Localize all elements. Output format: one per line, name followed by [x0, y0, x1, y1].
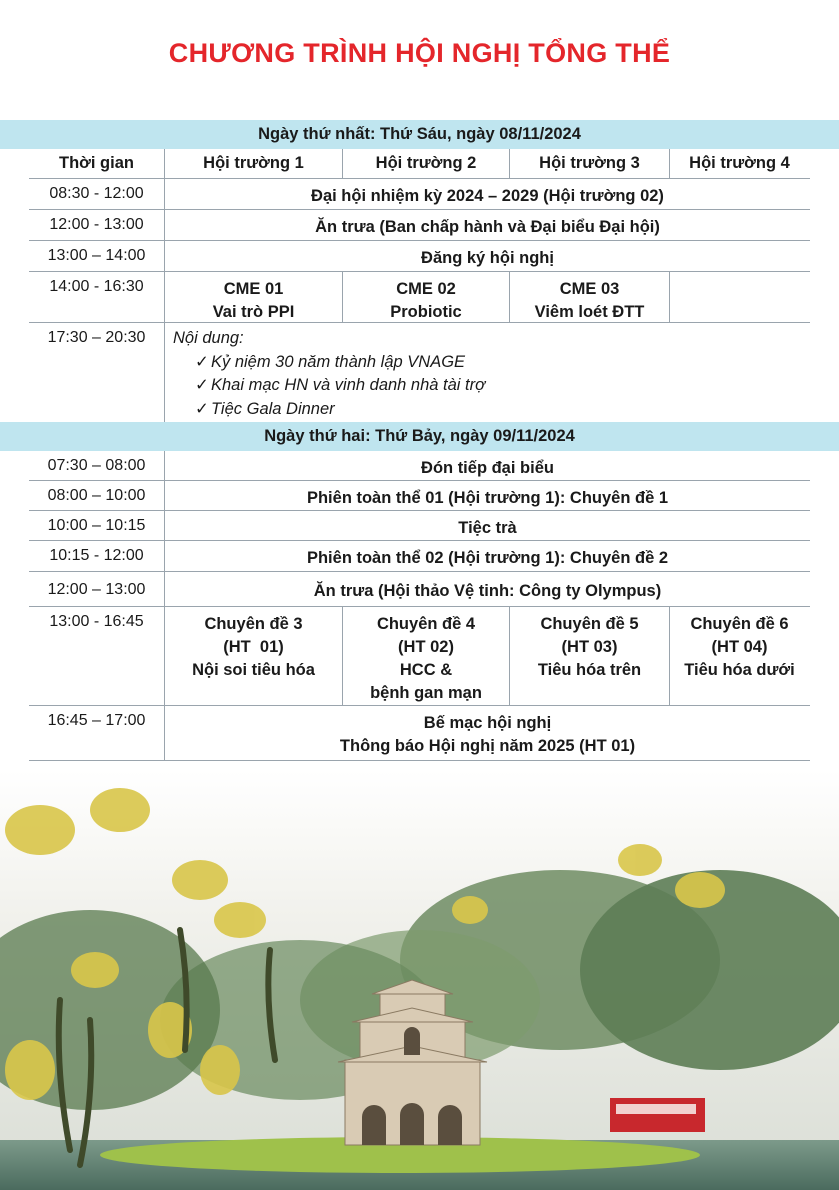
topic-6-cell — [670, 607, 809, 705]
topic-4-subject-2: bệnh gan mạn — [370, 684, 482, 702]
closing-line-1: Bế mạc hội nghị — [423, 714, 552, 732]
topic-6-title: Chuyên đề 6 — [690, 615, 789, 633]
cme-03-topic: Viêm loét ĐTT — [534, 303, 645, 321]
cme-01-code: CME 01 — [223, 280, 284, 298]
cme-01-topic: Vai trò PPI — [212, 303, 295, 321]
row-event: Đại hội nhiệm kỳ 2024 – 2029 (Hội trường 02) — [311, 187, 664, 205]
table-row — [29, 179, 810, 210]
row-event: Phiên toàn thể 02 (Hội trường 1): Chuyên đề 2 — [306, 549, 669, 567]
evening-row — [29, 323, 810, 422]
header-hall-4: Hội trường 4 — [689, 154, 790, 172]
row-time: 14:00 - 16:30 — [29, 272, 165, 322]
table-row — [29, 481, 810, 511]
check-icon: ✓ — [195, 352, 209, 371]
topics-row — [29, 607, 810, 706]
row-time: 08:00 – 10:00 — [29, 481, 165, 510]
day2-band: Ngày thứ hai: Thứ Bảy, ngày 09/11/2024 — [0, 422, 839, 451]
row-event: Đăng ký hội nghị — [421, 249, 554, 267]
header-time: Thời gian — [29, 149, 165, 178]
topic-5-title: Chuyên đề 5 — [540, 615, 639, 633]
hoan-kiem-lake-photo — [0, 770, 839, 1190]
topic-3-hall: (HT 01) — [223, 638, 284, 656]
table-row — [29, 572, 810, 607]
row-event: Phiên toàn thể 01 (Hội trường 1): Chuyên đề 1 — [306, 489, 669, 507]
table-row — [29, 541, 810, 572]
schedule-table — [0, 120, 839, 761]
cme-03-cell — [510, 272, 670, 322]
page-title: CHƯƠNG TRÌNH HỘI NGHỊ TỔNG THỂ — [168, 38, 671, 68]
row-time: 17:30 – 20:30 — [29, 323, 165, 422]
evening-item: ✓ Khai mạc HN và vinh danh nhà tài trợ — [173, 374, 810, 398]
topic-5-hall: (HT 03) — [561, 638, 618, 656]
row-time: 08:30 - 12:00 — [29, 179, 165, 209]
row-time: 10:00 – 10:15 — [29, 511, 165, 540]
row-time: 16:45 – 17:00 — [29, 706, 165, 760]
cme-02-code: CME 02 — [396, 280, 456, 298]
table-row — [29, 241, 810, 272]
header-hall-3: Hội trường 3 — [510, 149, 670, 178]
table-row — [29, 210, 810, 241]
row-event: Ăn trưa (Hội thảo Vệ tinh: Công ty Olympus) — [313, 582, 662, 600]
row-event: Đón tiếp đại biểu — [421, 459, 554, 477]
evening-content — [165, 323, 810, 422]
cme-02-topic: Probiotic — [390, 303, 462, 321]
row-time: 07:30 – 08:00 — [29, 451, 165, 480]
cme-03-code: CME 03 — [559, 280, 620, 298]
header-hall-1: Hội trường 1 — [165, 149, 343, 178]
closing-cell — [165, 706, 810, 760]
evening-heading: Nội dung: — [173, 329, 244, 347]
header-hall-2: Hội trường 2 — [343, 149, 510, 178]
row-time: 13:00 – 14:00 — [29, 241, 165, 271]
cme-01-cell — [165, 272, 343, 322]
evening-item: ✓ Kỷ niệm 30 năm thành lập VNAGE — [173, 351, 810, 375]
topic-4-hall: (HT 02) — [398, 638, 454, 656]
day1-band: Ngày thứ nhất: Thứ Sáu, ngày 08/11/2024 — [0, 120, 839, 149]
topic-6-subject: Tiêu hóa dưới — [684, 661, 795, 679]
cme-02-cell — [343, 272, 510, 322]
cme-empty-cell — [670, 272, 809, 322]
topic-5-cell — [510, 607, 670, 705]
check-icon: ✓ — [195, 399, 209, 418]
row-time: 13:00 - 16:45 — [29, 607, 165, 705]
row-event: Tiệc trà — [458, 519, 517, 537]
check-icon: ✓ — [195, 376, 209, 394]
cme-row — [29, 272, 810, 323]
row-time: 12:00 – 13:00 — [29, 572, 165, 606]
topic-3-title: Chuyên đề 3 — [204, 615, 303, 633]
closing-row — [29, 706, 810, 761]
header-row — [29, 149, 810, 179]
topic-4-title: Chuyên đề 4 — [376, 615, 476, 633]
closing-line-2: Thông báo Hội nghị năm 2025 (HT 01) — [339, 737, 636, 755]
evening-item: ✓ Tiệc Gala Dinner — [173, 398, 810, 422]
topic-6-hall: (HT 04) — [711, 638, 768, 656]
topic-5-subject: Tiêu hóa trên — [537, 661, 642, 679]
table-row — [29, 511, 810, 541]
row-time: 12:00 - 13:00 — [29, 210, 165, 240]
table-row — [29, 451, 810, 481]
topic-4-subject: HCC & — [399, 661, 453, 679]
topic-4-cell — [343, 607, 510, 705]
row-time: 10:15 - 12:00 — [29, 541, 165, 571]
topic-3-cell — [165, 607, 343, 705]
row-event: Ăn trưa (Ban chấp hành và Đại biểu Đại hội) — [315, 218, 660, 236]
topic-3-subject: Nội soi tiêu hóa — [192, 661, 315, 679]
